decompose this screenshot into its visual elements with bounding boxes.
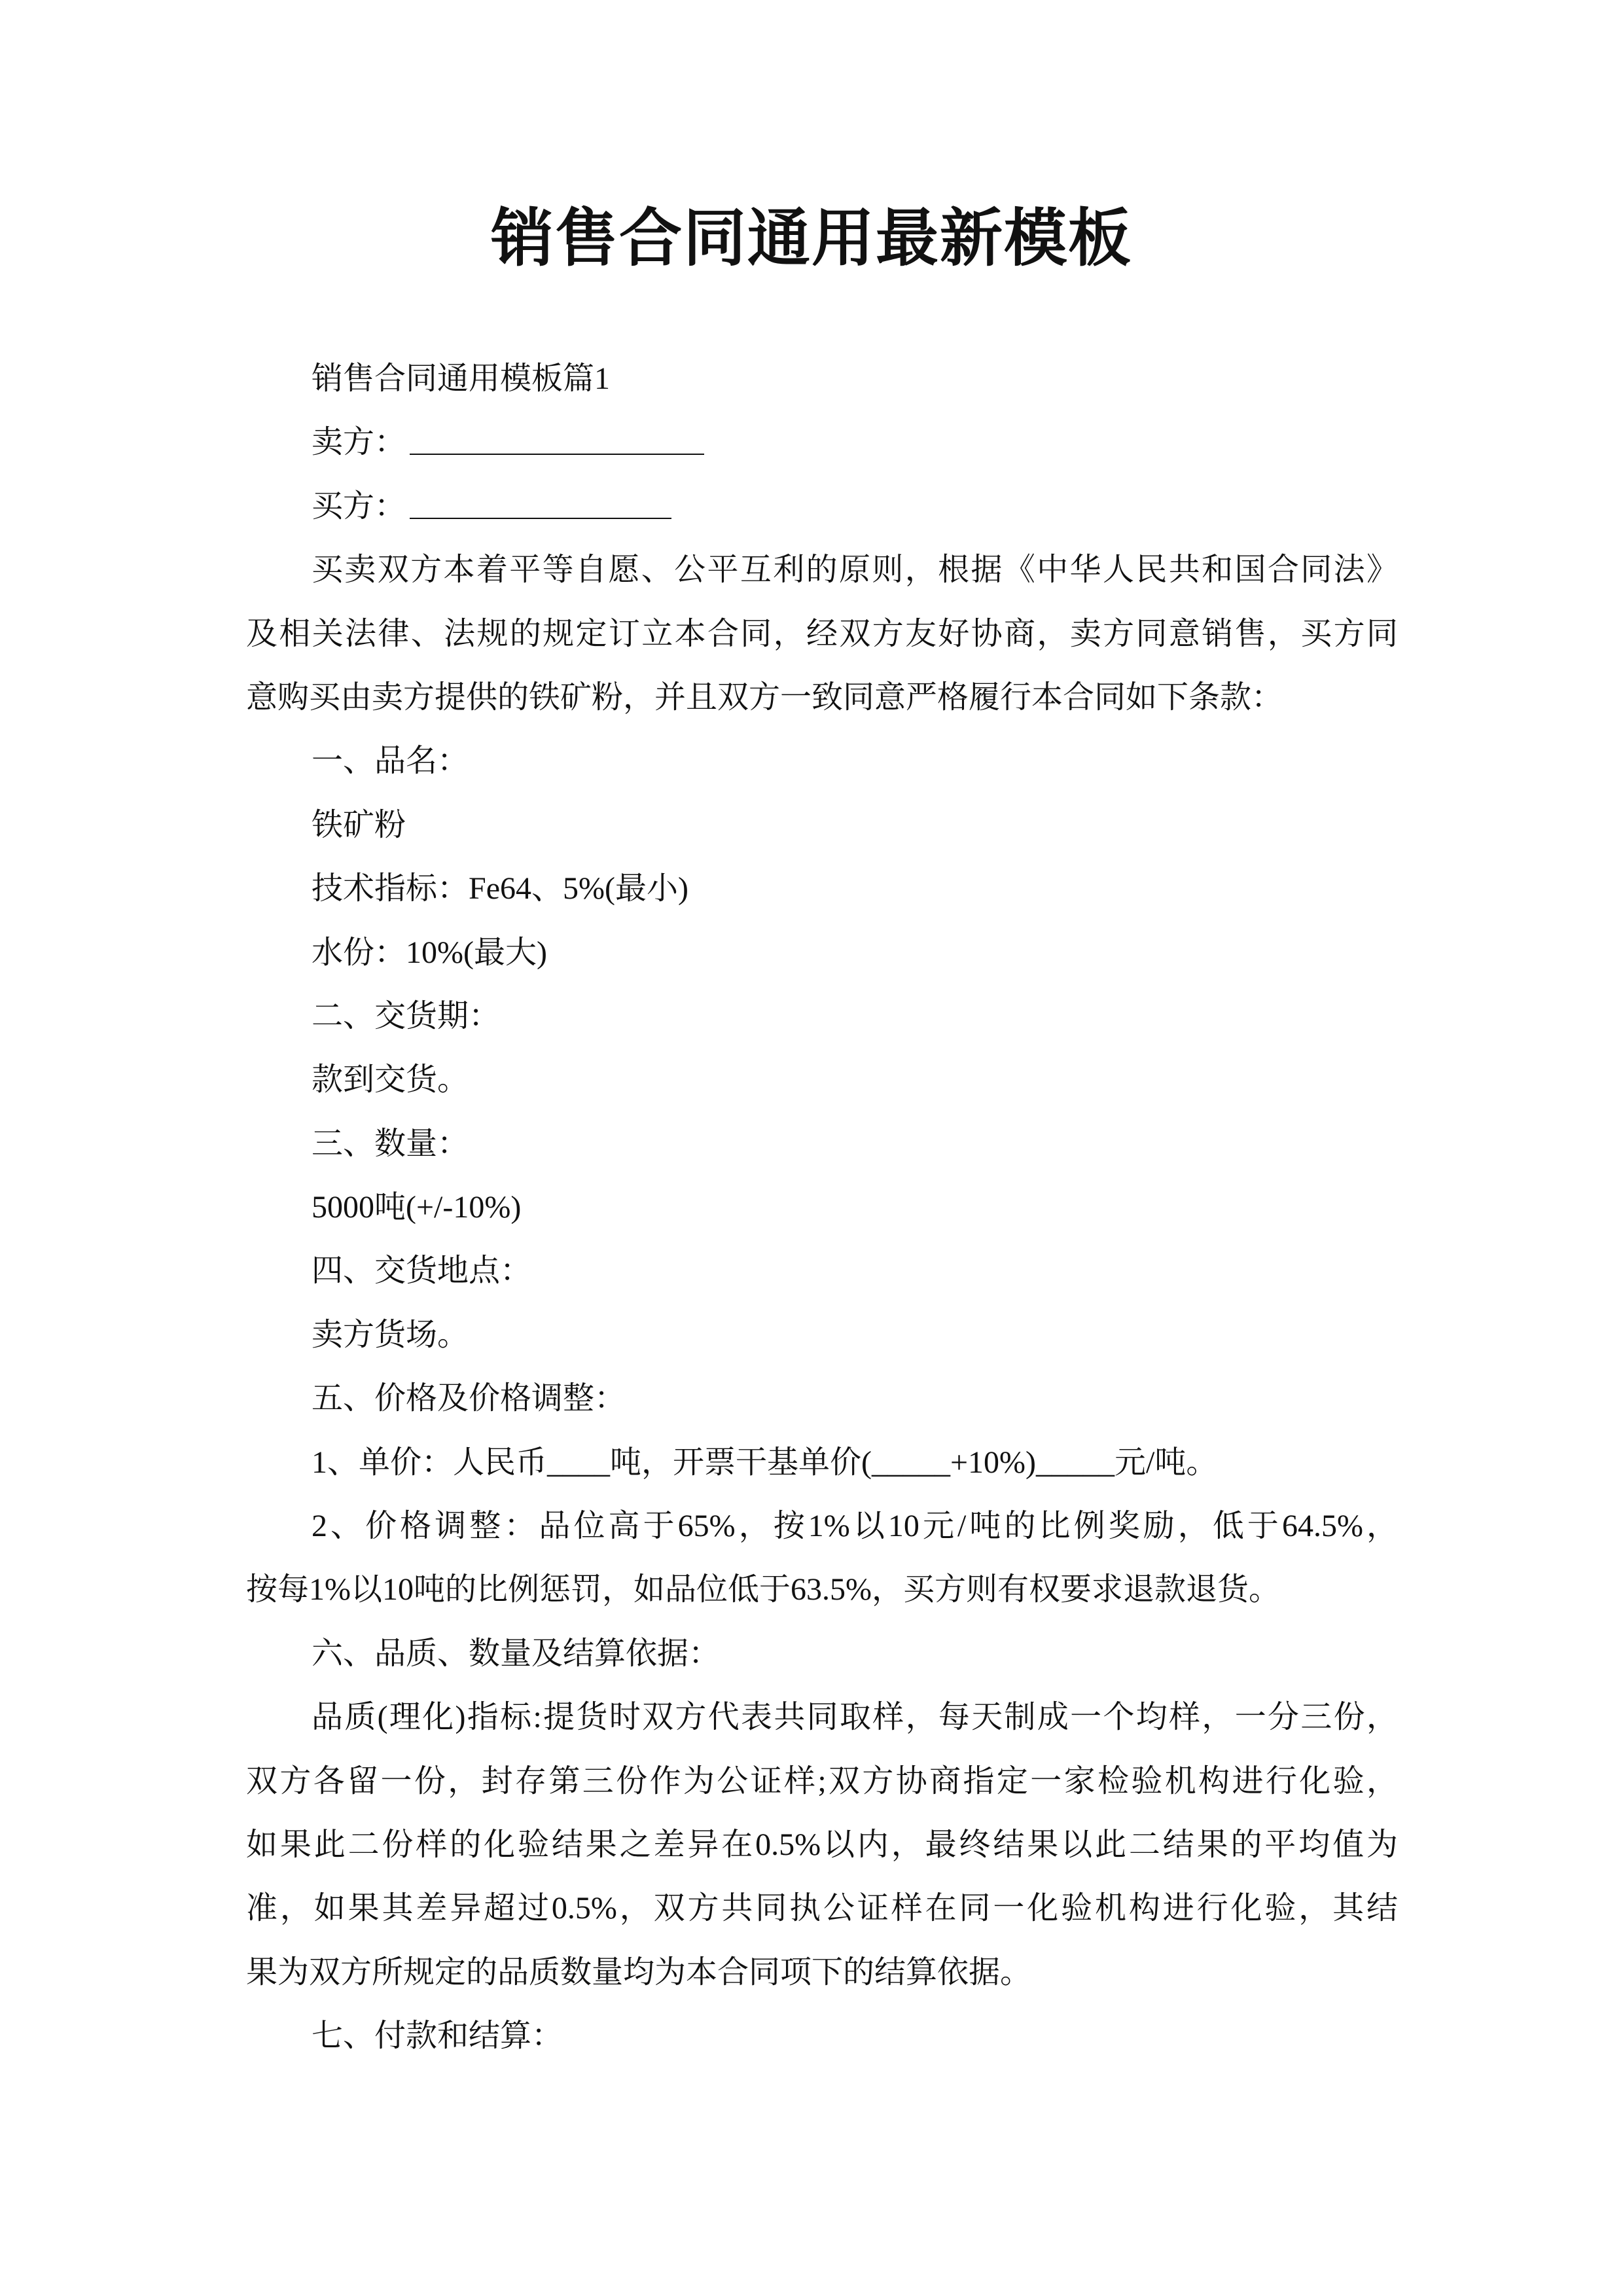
paragraph <box>246 921 1398 984</box>
paragraph <box>246 1367 1398 1430</box>
paragraph <box>246 1239 1398 1302</box>
paragraph <box>246 1175 1398 1239</box>
paragraph-line: 水份：10%(最大) <box>312 935 547 970</box>
buyer-label: 买方： <box>312 488 406 524</box>
paragraph <box>246 1303 1398 1367</box>
paragraph <box>246 1685 1398 2004</box>
paragraph-line: 双方各留一份，封存第三份作为公证样;双方协商指定一家检验机构进行化验， <box>246 1763 1398 1799</box>
paragraph-line: 2、价格调整：品位高于65%，按1%以10元/吨的比例奖励，低于64.5%， <box>312 1509 1398 1544</box>
seller-blank <box>410 423 704 455</box>
paragraph-line: 及相关法律、法规的规定订立本合同，经双方友好协商，卖方同意销售，买方同 <box>246 616 1398 651</box>
paragraph <box>246 1048 1398 1111</box>
paragraph-line: 款到交货。 <box>312 1062 469 1098</box>
paragraph-line: 铁矿粉 <box>312 807 406 842</box>
paragraph <box>246 1494 1398 1622</box>
paragraph-line: 按每1%以10吨的比例惩罚，如品位低于63.5%，买方则有权要求退款退货。 <box>246 1572 1280 1607</box>
paragraph-line: 买卖双方本着平等自愿、公平互利的原则，根据《中华人民共和国合同法》 <box>312 552 1398 588</box>
contract-paragraphs <box>246 538 1398 2068</box>
paragraph-line: 四、交货地点： <box>312 1253 532 1289</box>
paragraph-line: 六、品质、数量及结算依据： <box>312 1636 721 1671</box>
paragraph-line: 如果此二份样的化验结果之差异在0.5%以内，最终结果以此二结果的平均值为 <box>246 1827 1398 1862</box>
paragraph-line: 卖方货场。 <box>312 1317 469 1352</box>
buyer-blank <box>410 488 671 519</box>
paragraph-line: 准，如果其差异超过0.5%，双方共同执公证样在同一化验机构进行化验，其结 <box>246 1891 1398 1926</box>
paragraph <box>246 729 1398 793</box>
paragraph-line: 意购买由卖方提供的铁矿粉，并且双方一致同意严格履行本合同如下条款： <box>246 679 1283 715</box>
paragraph-line: 五、价格及价格调整： <box>312 1381 626 1416</box>
paragraph <box>246 2004 1398 2068</box>
buyer-line <box>246 475 1398 538</box>
document-body <box>246 347 1398 2068</box>
paragraph <box>246 857 1398 920</box>
paragraph-line: 品质(理化)指标:提货时双方代表共同取样，每天制成一个均样，一分三份， <box>312 1700 1398 1735</box>
paragraph-line: 5000吨(+/-10%) <box>312 1190 522 1225</box>
seller-line <box>246 410 1398 474</box>
paragraph-line: 七、付款和结算： <box>312 2018 563 2054</box>
paragraph <box>246 1431 1398 1494</box>
paragraph <box>246 538 1398 729</box>
section-subtitle: 销售合同通用模板篇1 <box>312 361 611 396</box>
paragraph-line: 二、交货期： <box>312 998 501 1033</box>
paragraph <box>246 1622 1398 1685</box>
paragraph-line: 果为双方所规定的品质数量均为本合同项下的结算依据。 <box>246 1954 1032 1990</box>
paragraph-line: 三、数量： <box>312 1126 469 1161</box>
document-title: 销售合同通用最新模板 <box>491 204 1132 274</box>
paragraph-line: 技术指标：Fe64、5%(最小) <box>312 871 688 906</box>
paragraph-line: 一、品名： <box>312 744 469 779</box>
paragraph <box>246 793 1398 857</box>
paragraph-line: 1、单价：人民币____吨，开票干基单价(_____+10%)_____元/吨。 <box>312 1444 1218 1480</box>
paragraph <box>246 1112 1398 1175</box>
seller-label: 卖方： <box>312 425 406 460</box>
paragraph <box>246 984 1398 1048</box>
